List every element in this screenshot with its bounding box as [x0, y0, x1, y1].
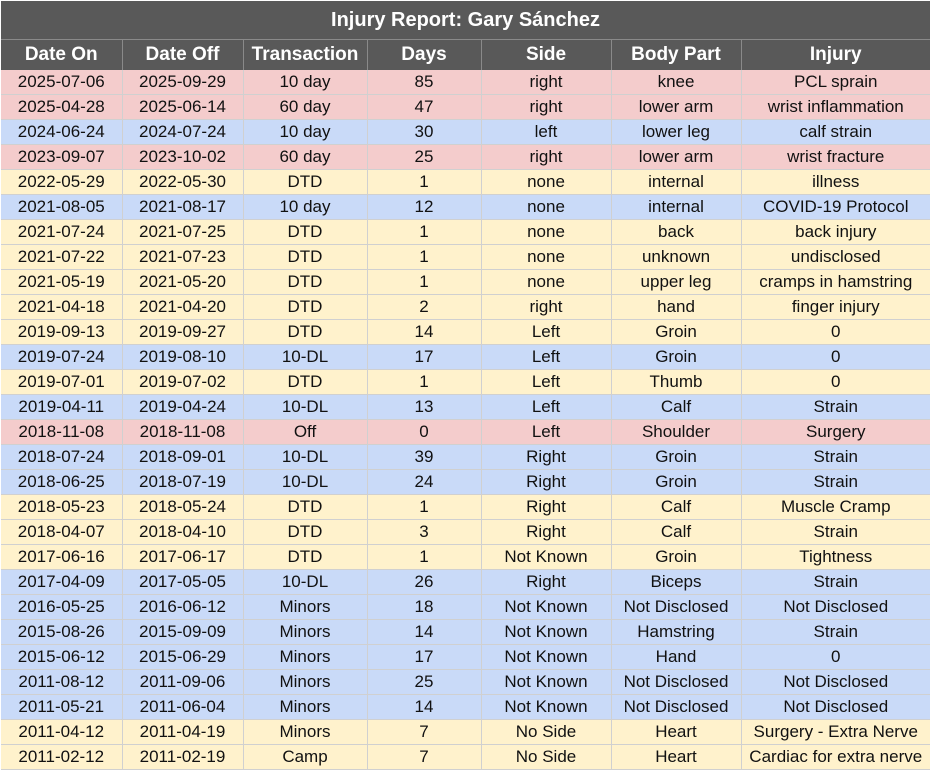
table-cell: 0	[741, 645, 930, 670]
table-cell: DTD	[243, 245, 367, 270]
table-cell: 2019-09-27	[122, 320, 243, 345]
table-cell: none	[481, 195, 611, 220]
table-cell: 1	[367, 220, 481, 245]
table-cell: right	[481, 70, 611, 95]
table-cell: Left	[481, 345, 611, 370]
table-cell: 2017-06-17	[122, 545, 243, 570]
table-cell: left	[481, 120, 611, 145]
table-cell: 2019-09-13	[1, 320, 122, 345]
table-cell: 2011-08-12	[1, 670, 122, 695]
table-cell: 2015-09-09	[122, 620, 243, 645]
table-cell: Thumb	[611, 370, 741, 395]
table-cell: Strain	[741, 620, 930, 645]
table-cell: 18	[367, 595, 481, 620]
table-cell: 24	[367, 470, 481, 495]
table-cell: 2018-11-08	[1, 420, 122, 445]
table-cell: 1	[367, 170, 481, 195]
table-cell: 2015-06-12	[1, 645, 122, 670]
table-cell: Groin	[611, 345, 741, 370]
table-cell: Camp	[243, 745, 367, 770]
table-row	[1, 745, 930, 770]
table-cell: Not Known	[481, 695, 611, 720]
table-cell: 2011-04-12	[1, 720, 122, 745]
table-cell: Calf	[611, 395, 741, 420]
table-cell: 2024-06-24	[1, 120, 122, 145]
table-cell: right	[481, 145, 611, 170]
table-cell: internal	[611, 195, 741, 220]
table-cell: Not Known	[481, 595, 611, 620]
table-cell: 10 day	[243, 195, 367, 220]
table-cell: right	[481, 295, 611, 320]
table-cell: 0	[741, 320, 930, 345]
table-cell: none	[481, 170, 611, 195]
table-cell: 1	[367, 545, 481, 570]
table-cell: Shoulder	[611, 420, 741, 445]
injury-report	[1, 1, 930, 770]
table-cell: lower leg	[611, 120, 741, 145]
table-cell: right	[481, 95, 611, 120]
table-cell: No Side	[481, 745, 611, 770]
table-cell: 2018-09-01	[122, 445, 243, 470]
table-cell: DTD	[243, 170, 367, 195]
table-cell: 14	[367, 320, 481, 345]
table-cell: 2018-05-24	[122, 495, 243, 520]
table-cell: 17	[367, 345, 481, 370]
table-cell: 2019-04-11	[1, 395, 122, 420]
table-row	[1, 320, 930, 345]
table-cell: none	[481, 220, 611, 245]
table-cell: Strain	[741, 520, 930, 545]
table-cell: Minors	[243, 595, 367, 620]
table-cell: Not Known	[481, 645, 611, 670]
table-row	[1, 120, 930, 145]
table-cell: 2017-05-05	[122, 570, 243, 595]
table-cell: 25	[367, 670, 481, 695]
table-cell: 2021-07-25	[122, 220, 243, 245]
column-header: Side	[481, 40, 611, 70]
table-cell: Heart	[611, 720, 741, 745]
table-cell: 10 day	[243, 120, 367, 145]
table-cell: 13	[367, 395, 481, 420]
table-cell: DTD	[243, 495, 367, 520]
table-row	[1, 520, 930, 545]
table-cell: none	[481, 245, 611, 270]
table-cell: Heart	[611, 745, 741, 770]
table-cell: Right	[481, 445, 611, 470]
table-row	[1, 495, 930, 520]
table-cell: 1	[367, 270, 481, 295]
table-cell: Groin	[611, 320, 741, 345]
table-cell: Left	[481, 395, 611, 420]
table-cell: 7	[367, 745, 481, 770]
table-cell: 2021-08-17	[122, 195, 243, 220]
table-cell: 2021-05-20	[122, 270, 243, 295]
table-cell: 2022-05-30	[122, 170, 243, 195]
table-row	[1, 595, 930, 620]
report-title: Injury Report: Gary Sánchez	[1, 1, 930, 40]
table-cell: Muscle Cramp	[741, 495, 930, 520]
table-cell: 2018-11-08	[122, 420, 243, 445]
table-cell: 2019-04-24	[122, 395, 243, 420]
table-cell: 2018-04-10	[122, 520, 243, 545]
table-cell: 2021-08-05	[1, 195, 122, 220]
table-row	[1, 645, 930, 670]
table-cell: 10-DL	[243, 395, 367, 420]
table-cell: Hand	[611, 645, 741, 670]
table-cell: back	[611, 220, 741, 245]
table-cell: 2025-06-14	[122, 95, 243, 120]
table-row	[1, 170, 930, 195]
header-row	[1, 40, 930, 70]
table-cell: 2021-04-20	[122, 295, 243, 320]
table-cell: 2011-05-21	[1, 695, 122, 720]
table-row	[1, 570, 930, 595]
table-row	[1, 145, 930, 170]
table-cell: Not Disclosed	[741, 670, 930, 695]
table-cell: Minors	[243, 620, 367, 645]
table-cell: Right	[481, 570, 611, 595]
table-cell: back injury	[741, 220, 930, 245]
table-cell: 10 day	[243, 70, 367, 95]
table-cell: 2011-02-19	[122, 745, 243, 770]
table-cell: 2016-06-12	[122, 595, 243, 620]
table-cell: Hamstring	[611, 620, 741, 645]
table-row	[1, 345, 930, 370]
table-cell: Not Known	[481, 670, 611, 695]
table-cell: 2019-08-10	[122, 345, 243, 370]
table-cell: DTD	[243, 220, 367, 245]
table-cell: Surgery - Extra Nerve	[741, 720, 930, 745]
table-cell: 2011-04-19	[122, 720, 243, 745]
table-cell: Off	[243, 420, 367, 445]
table-cell: 2022-05-29	[1, 170, 122, 195]
table-cell: No Side	[481, 720, 611, 745]
table-cell: 2019-07-01	[1, 370, 122, 395]
table-cell: 0	[367, 420, 481, 445]
table-cell: Not Disclosed	[741, 595, 930, 620]
table-cell: Not Disclosed	[741, 695, 930, 720]
table-cell: cramps in hamstring	[741, 270, 930, 295]
table-cell: finger injury	[741, 295, 930, 320]
table-cell: DTD	[243, 270, 367, 295]
table-body	[1, 70, 930, 770]
table-row	[1, 70, 930, 95]
table-row	[1, 95, 930, 120]
table-cell: 25	[367, 145, 481, 170]
table-row	[1, 295, 930, 320]
table-cell: Groin	[611, 470, 741, 495]
table-cell: 2011-06-04	[122, 695, 243, 720]
table-row	[1, 395, 930, 420]
table-row	[1, 620, 930, 645]
table-cell: DTD	[243, 370, 367, 395]
table-cell: 3	[367, 520, 481, 545]
table-row	[1, 720, 930, 745]
column-header: Body Part	[611, 40, 741, 70]
table-cell: lower arm	[611, 145, 741, 170]
table-cell: 60 day	[243, 145, 367, 170]
column-header: Days	[367, 40, 481, 70]
table-cell: none	[481, 270, 611, 295]
table-cell: 60 day	[243, 95, 367, 120]
column-header: Transaction	[243, 40, 367, 70]
table-cell: lower arm	[611, 95, 741, 120]
table-cell: 47	[367, 95, 481, 120]
table-cell: 30	[367, 120, 481, 145]
table-cell: 2021-07-22	[1, 245, 122, 270]
table-cell: 10-DL	[243, 470, 367, 495]
table-row	[1, 545, 930, 570]
table-cell: 17	[367, 645, 481, 670]
table-cell: 2018-04-07	[1, 520, 122, 545]
table-cell: 2016-05-25	[1, 595, 122, 620]
table-cell: DTD	[243, 545, 367, 570]
table-cell: upper leg	[611, 270, 741, 295]
table-cell: 2021-07-23	[122, 245, 243, 270]
table-cell: 14	[367, 695, 481, 720]
table-cell: Left	[481, 320, 611, 345]
table-cell: 2018-07-19	[122, 470, 243, 495]
table-cell: 7	[367, 720, 481, 745]
table-cell: internal	[611, 170, 741, 195]
table-cell: Minors	[243, 670, 367, 695]
table-cell: 39	[367, 445, 481, 470]
table-cell: 2019-07-24	[1, 345, 122, 370]
table-cell: DTD	[243, 295, 367, 320]
table-cell: DTD	[243, 320, 367, 345]
table-cell: Strain	[741, 470, 930, 495]
table-cell: Calf	[611, 520, 741, 545]
table-cell: 10-DL	[243, 570, 367, 595]
table-cell: Minors	[243, 695, 367, 720]
column-header: Date On	[1, 40, 122, 70]
table-cell: Left	[481, 420, 611, 445]
table-row	[1, 695, 930, 720]
table-cell: 2025-09-29	[122, 70, 243, 95]
table-cell: Minors	[243, 720, 367, 745]
table-cell: 1	[367, 245, 481, 270]
table-cell: 14	[367, 620, 481, 645]
table-cell: undisclosed	[741, 245, 930, 270]
table-cell: 10-DL	[243, 345, 367, 370]
table-cell: calf strain	[741, 120, 930, 145]
table-cell: 85	[367, 70, 481, 95]
table-cell: 2021-05-19	[1, 270, 122, 295]
table-cell: Not Disclosed	[611, 670, 741, 695]
table-cell: knee	[611, 70, 741, 95]
table-cell: wrist inflammation	[741, 95, 930, 120]
table-cell: 26	[367, 570, 481, 595]
table-cell: 0	[741, 370, 930, 395]
table-cell: Not Disclosed	[611, 595, 741, 620]
table-cell: 0	[741, 345, 930, 370]
column-header: Injury	[741, 40, 930, 70]
table-cell: Left	[481, 370, 611, 395]
table-cell: DTD	[243, 520, 367, 545]
table-cell: 2011-09-06	[122, 670, 243, 695]
table-cell: Strain	[741, 395, 930, 420]
table-cell: 1	[367, 370, 481, 395]
table-cell: Strain	[741, 570, 930, 595]
table-cell: 2018-07-24	[1, 445, 122, 470]
table-cell: 2025-07-06	[1, 70, 122, 95]
table-cell: Not Known	[481, 620, 611, 645]
table-cell: 2021-04-18	[1, 295, 122, 320]
table-cell: 2017-04-09	[1, 570, 122, 595]
table-cell: 2018-05-23	[1, 495, 122, 520]
table-row	[1, 270, 930, 295]
table-cell: 2024-07-24	[122, 120, 243, 145]
table-cell: 10-DL	[243, 445, 367, 470]
table-cell: Cardiac for extra nerve	[741, 745, 930, 770]
table-cell: Calf	[611, 495, 741, 520]
table-cell: Tightness	[741, 545, 930, 570]
table-cell: hand	[611, 295, 741, 320]
table-cell: Minors	[243, 645, 367, 670]
table-cell: PCL sprain	[741, 70, 930, 95]
table-row	[1, 445, 930, 470]
table-row	[1, 195, 930, 220]
table-cell: wrist fracture	[741, 145, 930, 170]
table-cell: COVID-19 Protocol	[741, 195, 930, 220]
table-row	[1, 220, 930, 245]
table-cell: Groin	[611, 445, 741, 470]
table-row	[1, 245, 930, 270]
table-cell: Groin	[611, 545, 741, 570]
table-cell: Not Known	[481, 545, 611, 570]
column-header: Date Off	[122, 40, 243, 70]
table-cell: Surgery	[741, 420, 930, 445]
table-row	[1, 470, 930, 495]
table-cell: 2	[367, 295, 481, 320]
table-cell: 2023-10-02	[122, 145, 243, 170]
table-row	[1, 420, 930, 445]
table-cell: 2019-07-02	[122, 370, 243, 395]
table-cell: 2011-02-12	[1, 745, 122, 770]
table-cell: 2015-06-29	[122, 645, 243, 670]
table-cell: Strain	[741, 445, 930, 470]
table-cell: 2018-06-25	[1, 470, 122, 495]
table-cell: Right	[481, 495, 611, 520]
table-cell: 2025-04-28	[1, 95, 122, 120]
table-cell: 2015-08-26	[1, 620, 122, 645]
table-row	[1, 670, 930, 695]
table-cell: Not Disclosed	[611, 695, 741, 720]
table-cell: Biceps	[611, 570, 741, 595]
table-cell: 2021-07-24	[1, 220, 122, 245]
table-cell: 12	[367, 195, 481, 220]
table-cell: 1	[367, 495, 481, 520]
table-cell: Right	[481, 520, 611, 545]
table-cell: illness	[741, 170, 930, 195]
table-cell: 2023-09-07	[1, 145, 122, 170]
table-cell: unknown	[611, 245, 741, 270]
injury-table	[1, 40, 930, 770]
table-cell: Right	[481, 470, 611, 495]
table-row	[1, 370, 930, 395]
table-cell: 2017-06-16	[1, 545, 122, 570]
